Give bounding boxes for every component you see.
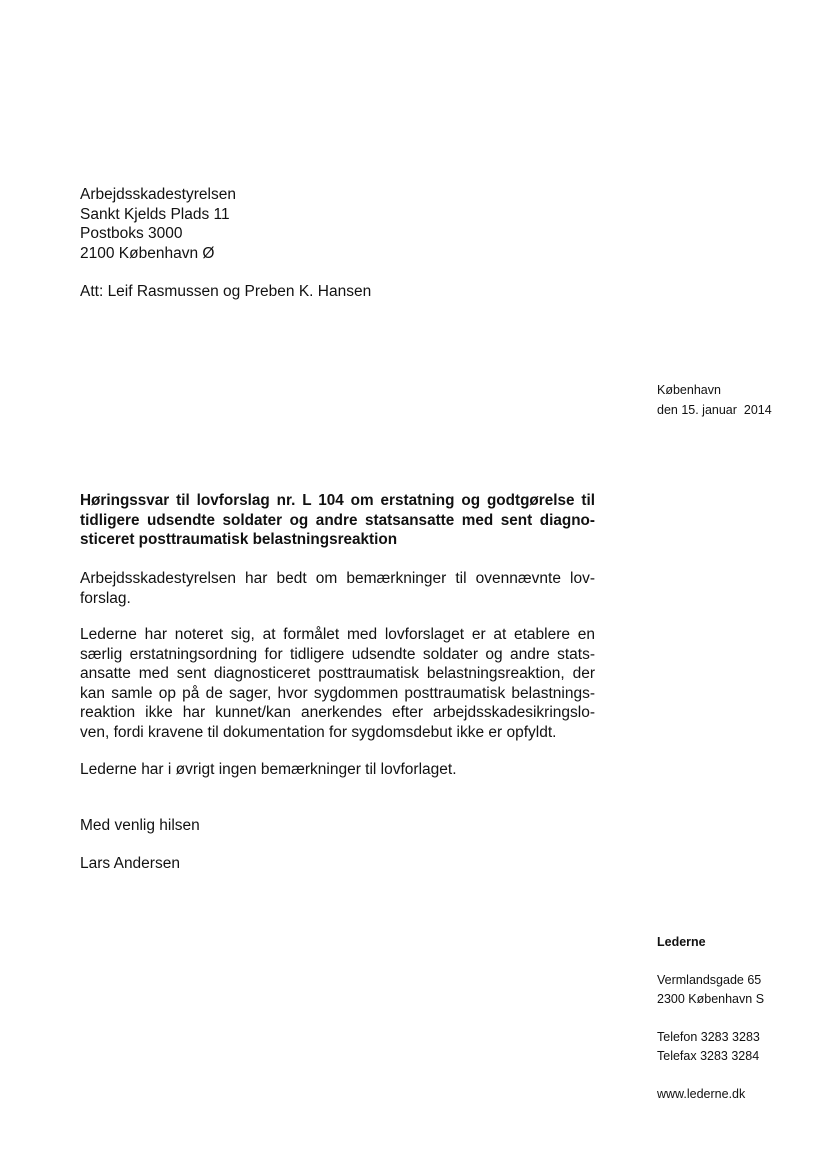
body-line: Lederne har i øvrigt ingen bemærkninger til lovforlaget. <box>80 761 457 778</box>
body-line: Lederne har noteret sig, at formålet med lovforslaget er at etablere en <box>80 626 595 643</box>
signatory <box>80 854 180 874</box>
spacer <box>657 952 764 971</box>
sender-website: www.lederne.dk <box>657 1087 746 1101</box>
sender-city: 2300 København S <box>657 992 765 1006</box>
body-line: forslag. <box>80 589 131 607</box>
body-paragraph <box>80 760 595 780</box>
letter-subject <box>80 491 595 550</box>
recipient-street: Sankt Kjelds Plads 11 <box>80 205 230 223</box>
body-line: ven, fordi kravene til dokumentation for sygdomsdebut ikke er opfyldt. <box>80 723 557 741</box>
sender-name: Lederne <box>657 935 706 949</box>
recipient-address <box>80 185 236 263</box>
attention-text: Att: Leif Rasmussen og Preben K. Hansen <box>80 283 372 300</box>
sender-block <box>657 933 764 1104</box>
sender-street: Vermlandsgade 65 <box>657 973 762 987</box>
attention-line <box>80 282 371 302</box>
sender-fax: Telefax 3283 3284 <box>657 1049 760 1063</box>
recipient-name: Arbejdsskadestyrelsen <box>80 186 236 203</box>
subject-line: sticeret posttraumatisk belastningsreaktion <box>80 531 398 548</box>
body-line: Arbejdsskadestyrelsen har bedt om bemærkninger til ovennævnte lov- <box>80 570 595 587</box>
sender-phone: Telefon 3283 3283 <box>657 1030 760 1044</box>
body-line: særlig erstatningsordning for tidligere udsendte soldater og andre stats- <box>80 645 595 663</box>
spacer <box>657 1066 764 1085</box>
subject-line: tidligere udsendte soldater og andre statsansatte med sent diagno- <box>80 511 595 529</box>
subject-line: Høringssvar til lovforslag nr. L 104 om erstatning og godtgørelse til <box>80 492 595 509</box>
spacer <box>657 1009 764 1028</box>
dateline-place: København <box>657 383 721 397</box>
signatory-name: Lars Andersen <box>80 855 180 872</box>
body-line: kan samle op på de sager, hvor sygdommen posttraumatisk belastnings- <box>80 684 595 702</box>
body-paragraph <box>80 569 595 608</box>
dateline <box>657 380 772 420</box>
body-line: ansatte med sent diagnosticeret posttraumatisk belastningsreaktion, der <box>80 665 595 682</box>
dateline-date: den 15. januar 2014 <box>657 403 772 417</box>
body-paragraph <box>80 625 595 742</box>
recipient-pobox: Postboks 3000 <box>80 225 183 242</box>
greeting-text: Med venlig hilsen <box>80 817 200 834</box>
body-line: reaktion ikke har kunnet/kan anerkendes efter arbejdsskadesikringslo- <box>80 704 595 721</box>
closing-greeting <box>80 816 200 836</box>
recipient-city: 2100 København Ø <box>80 244 215 262</box>
